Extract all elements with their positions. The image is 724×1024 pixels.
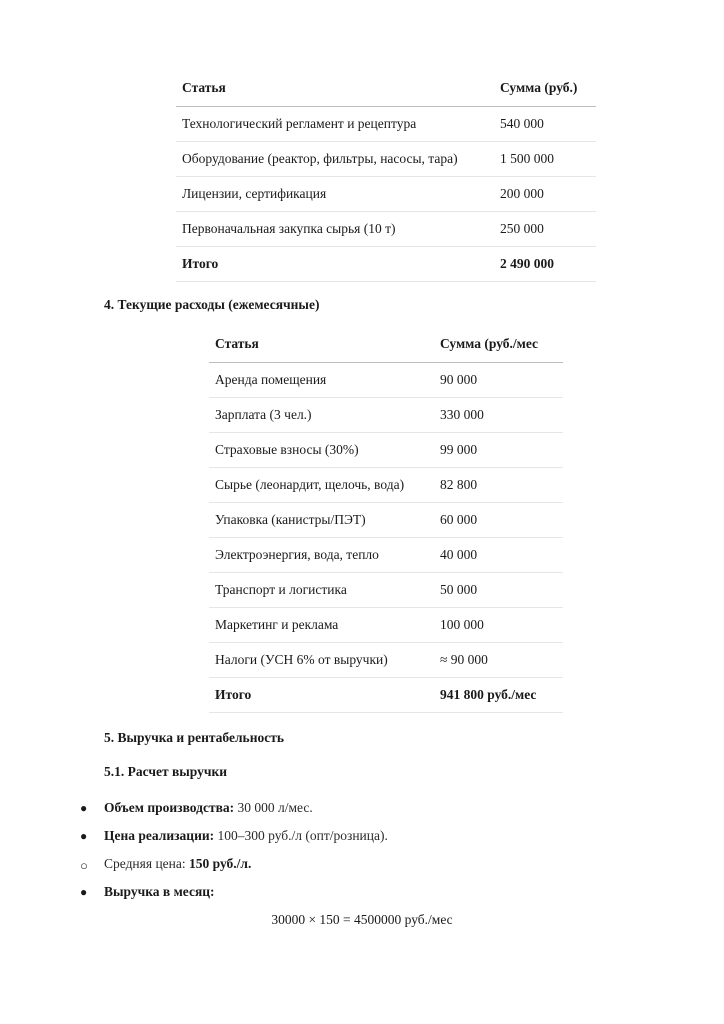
bullet-icon: ● xyxy=(80,829,88,843)
section-4-heading: 4. Текущие расходы (ежемесячные) xyxy=(104,297,320,312)
item-cell: Электроэнергия, вода, тепло xyxy=(209,538,434,573)
bullet-icon: ● xyxy=(80,801,88,815)
table-row xyxy=(176,107,596,142)
column-header: Сумма (руб.) xyxy=(494,70,596,107)
total-row xyxy=(209,678,563,713)
amount-cell: 330 000 xyxy=(434,398,563,433)
table-row xyxy=(209,503,563,538)
bullet-label: Выручка в месяц: xyxy=(104,884,215,899)
bullet-icon: ● xyxy=(80,885,88,899)
item-cell: Первоначальная закупка сырья (10 т) xyxy=(176,212,494,247)
section-5-1-heading: 5.1. Расчет выручки xyxy=(104,764,228,779)
amount-cell: 200 000 xyxy=(494,177,596,212)
list-item xyxy=(104,828,388,844)
list-item xyxy=(104,856,251,872)
item-cell: Страховые взносы (30%) xyxy=(209,433,434,468)
table-row xyxy=(209,363,563,398)
bullet-value: 100–300 руб./л (опт/розница). xyxy=(214,828,388,843)
table-row xyxy=(209,643,563,678)
item-cell: Аренда помещения xyxy=(209,363,434,398)
table-row xyxy=(209,573,563,608)
section-5-heading: 5. Выручка и рентабельность xyxy=(104,730,284,745)
total-label: Итого xyxy=(176,247,494,282)
table-row xyxy=(209,538,563,573)
amount-cell: 250 000 xyxy=(494,212,596,247)
table-row xyxy=(176,142,596,177)
startup-costs-table xyxy=(176,70,596,282)
item-cell: Маркетинг и реклама xyxy=(209,608,434,643)
amount-cell: 40 000 xyxy=(434,538,563,573)
bullet-label: Цена реализации: xyxy=(104,828,215,843)
table-row xyxy=(209,468,563,503)
circle-bullet-icon: ○ xyxy=(80,858,88,873)
table-row xyxy=(209,433,563,468)
list-item xyxy=(104,800,313,816)
amount-cell: 1 500 000 xyxy=(494,142,596,177)
item-cell: Упаковка (канистры/ПЭТ) xyxy=(209,503,434,538)
total-amount: 941 800 руб./мес xyxy=(434,678,563,713)
monthly-costs-table xyxy=(209,326,563,713)
table-row xyxy=(209,398,563,433)
list-item xyxy=(104,884,215,900)
item-cell: Транспорт и логистика xyxy=(209,573,434,608)
table-header-row xyxy=(209,326,563,363)
amount-cell: 50 000 xyxy=(434,573,563,608)
table-row xyxy=(176,212,596,247)
table-header-row xyxy=(176,70,596,107)
item-cell: Технологический регламент и рецептура xyxy=(176,107,494,142)
column-header: Статья xyxy=(176,70,494,107)
total-label: Итого xyxy=(209,678,434,713)
item-cell: Зарплата (3 чел.) xyxy=(209,398,434,433)
column-header: Статья xyxy=(209,326,434,363)
total-row xyxy=(176,247,596,282)
table-row xyxy=(209,608,563,643)
amount-cell: 99 000 xyxy=(434,433,563,468)
amount-cell: 90 000 xyxy=(434,363,563,398)
column-header: Сумма (руб./мес xyxy=(434,326,563,363)
item-cell: Сырье (леонардит, щелочь, вода) xyxy=(209,468,434,503)
amount-cell: 60 000 xyxy=(434,503,563,538)
amount-cell: ≈ 90 000 xyxy=(434,643,563,678)
amount-cell: 100 000 xyxy=(434,608,563,643)
amount-cell: 540 000 xyxy=(494,107,596,142)
item-cell: Оборудование (реактор, фильтры, насосы, тара) xyxy=(176,142,494,177)
bullet-label: Объем производства: xyxy=(104,800,235,815)
bullet-text: Средняя цена: xyxy=(104,856,190,871)
revenue-formula: 30000 × 150 = 4500000 руб./мес xyxy=(271,912,453,927)
total-amount: 2 490 000 xyxy=(494,247,596,282)
bullet-value: 30 000 л/мес. xyxy=(234,800,313,815)
table-row xyxy=(176,177,596,212)
item-cell: Лицензии, сертификация xyxy=(176,177,494,212)
amount-cell: 82 800 xyxy=(434,468,563,503)
bullet-value: 150 руб./л. xyxy=(189,856,252,871)
item-cell: Налоги (УСН 6% от выручки) xyxy=(209,643,434,678)
